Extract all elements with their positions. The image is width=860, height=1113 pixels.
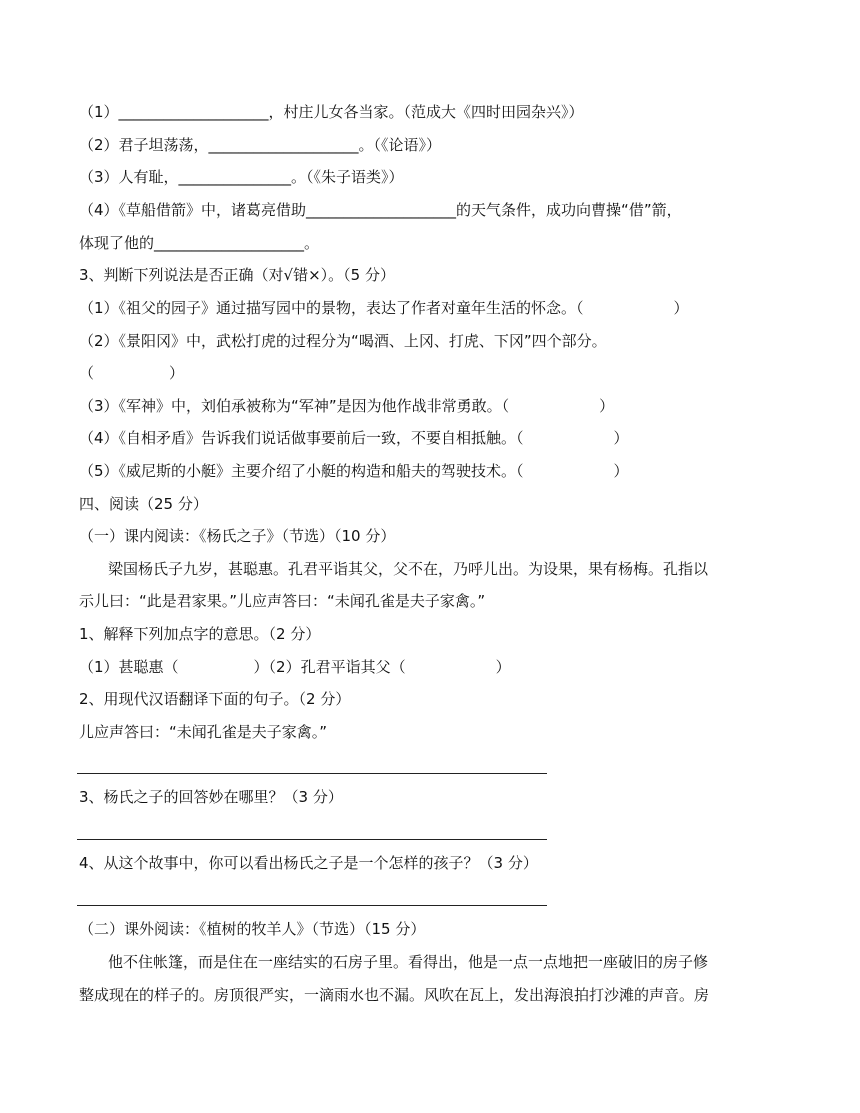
judge-q4: （4）《自相矛盾》告诉我们说话做事要前后一致，不要自相抵触。（ ）	[79, 429, 629, 447]
section-heading-reading: 四、阅读（25 分）	[79, 495, 208, 513]
reading-q2: 2、用现代汉语翻译下面的句子。（2 分）	[79, 690, 351, 708]
reading-part1-heading: （一）课内阅读：《杨氏之子》（节选）（10 分）	[79, 527, 396, 545]
reading-q3: 3、杨氏之子的回答妙在哪里？（3 分）	[79, 788, 343, 806]
fill-blank-q2: （2）君子坦荡荡，____________________。（《论语》）	[79, 136, 442, 154]
reading-q2-sentence: 儿应声答曰：“未闻孔雀是夫子家禽。”	[79, 723, 328, 741]
answer-line[interactable]	[77, 905, 547, 906]
passage2-paragraph-1-cont: 整成现在的样子的。房顶很严实，一滴雨水也不漏。风吹在瓦上，发出海浪拍打沙滩的声音。房	[79, 986, 710, 1004]
fill-blank-q3: （3）人有耻，_______________。（《朱子语类》）	[79, 168, 404, 186]
reading-part2-heading: （二）课外阅读：《植树的牧羊人》（节选）（15 分）	[79, 920, 426, 938]
fill-blank-q4-cont: 体现了他的____________________。	[79, 234, 320, 252]
passage-paragraph-1-cont: 示儿曰：“此是君家果。”儿应声答曰：“未闻孔雀是夫子家禽。”	[79, 592, 486, 610]
reading-q4: 4、从这个故事中，你可以看出杨氏之子是一个怎样的孩子？（3 分）	[79, 854, 538, 872]
fill-blank-q4: （4）《草船借箭》中，诸葛亮借助____________________的天气条件，成功向曹操“借”箭，	[79, 201, 682, 219]
answer-line[interactable]	[77, 773, 547, 774]
passage2-paragraph-1: 他不住帐篷，而是住在一座结实的石房子里。看得出，他是一点一点地把一座破旧的房子修	[108, 953, 709, 971]
judge-q2: （2）《景阳冈》中，武松打虎的过程分为“喝酒、上冈、打虎、下冈”四个部分。	[79, 332, 607, 350]
judge-q5: （5）《威尼斯的小艇》主要介绍了小艇的构造和船夫的驾驶技术。（ ）	[79, 462, 629, 480]
judge-q2-bracket: （ ）	[79, 364, 185, 382]
judge-q1: （1）《祖父的园子》通过描写园中的景物，表达了作者对童年生活的怀念。（ ）	[79, 299, 689, 317]
fill-blank-q1: （1）____________________，村庄儿女各当家。（范成大《四时田园杂兴》）	[79, 103, 584, 121]
reading-q1: 1、解释下列加点字的意思。（2 分）	[79, 625, 321, 643]
section-heading-judge: 3、判断下列说法是否正确（对√错×）。（5 分）	[79, 266, 395, 284]
passage-paragraph-1: 梁国杨氏子九岁，甚聪惠。孔君平诣其父，父不在，乃呼儿出。为设果，果有杨梅。孔指以	[108, 560, 709, 578]
judge-q3: （3）《军神》中，刘伯承被称为“军神”是因为他作战非常勇敢。（ ）	[79, 397, 615, 415]
answer-line[interactable]	[77, 839, 547, 840]
reading-q1-items: （1）甚聪惠（ ）（2）孔君平诣其父（ ）	[79, 658, 511, 676]
